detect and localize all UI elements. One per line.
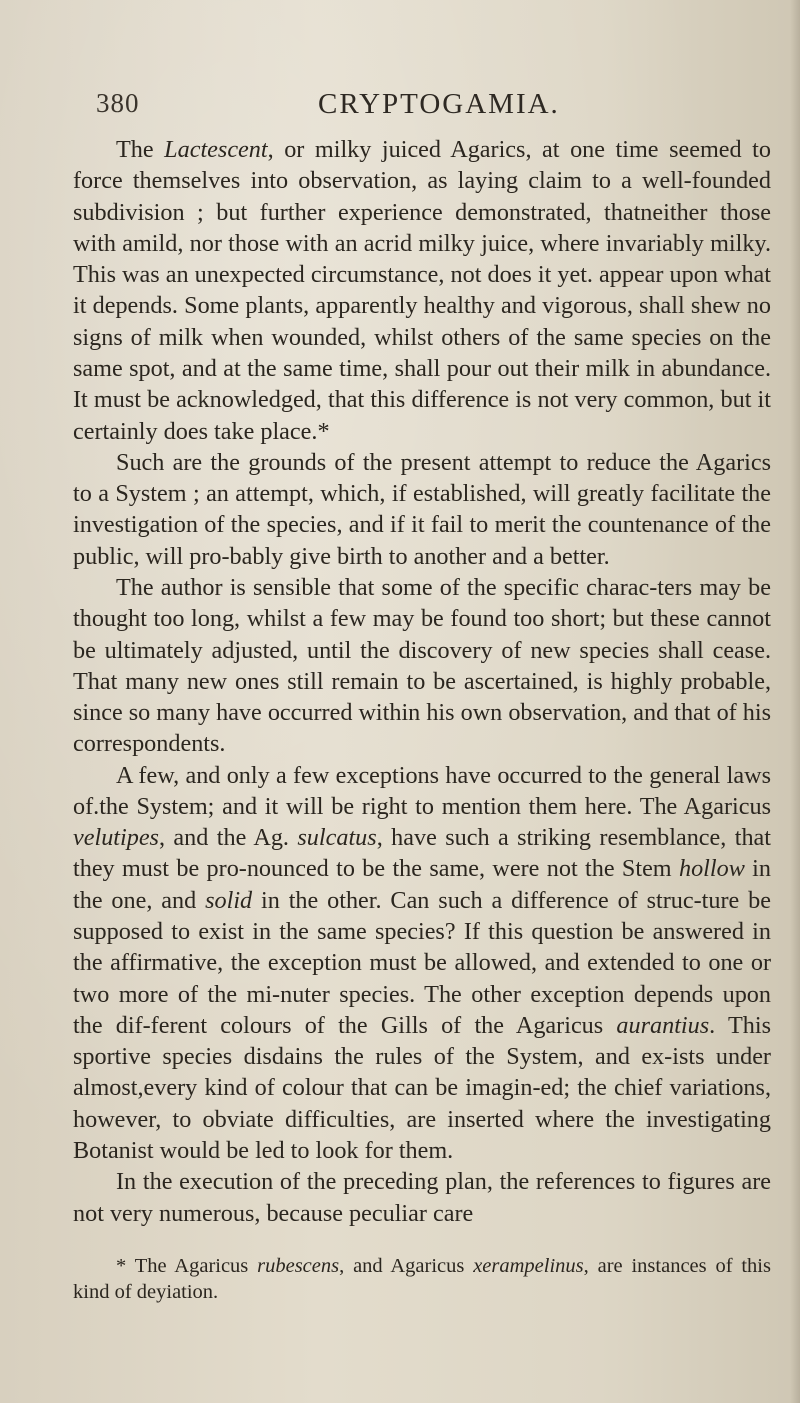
paragraph [73, 447, 771, 572]
paragraph [73, 572, 771, 760]
page-edge-shadow [790, 0, 800, 1403]
italic-term: xerampelinus [473, 1255, 584, 1277]
text-run: , have such a striking resemblance, that they must be pro-nounced to be the same, were not the Stem [73, 824, 771, 883]
italic-term: hollow [678, 855, 745, 883]
text-run: , are instances of this kind of deyiation. [73, 1255, 771, 1303]
paragraph [73, 760, 771, 1167]
italic-term: aurantius [616, 1011, 710, 1039]
text-run: The author is sensible that some of the specific charac-ters may be thought too long, whilst a few may be found too short; but these cannot be ultimately adjusted, until the discovery of new species shall cease. That many new ones still remain to be ascertained, is highly probable, since so many have occurred within his own observation, and that of his correspondents. [73, 573, 771, 758]
text-run: in the one, and [73, 855, 771, 914]
text-run: The [116, 136, 165, 163]
italic-term: velutipes [73, 824, 159, 852]
italic-term: rubescens [257, 1255, 340, 1277]
italic-term: solid [205, 886, 253, 914]
body-text [73, 134, 771, 1229]
text-run: In the execution of the preceding plan, the references to figures are not very numerous, because peculiar care [73, 1168, 771, 1227]
italic-term: Lactescent [164, 136, 268, 163]
text-run: . This sportive species disdains the rules of the System, and ex-ists under almost,every kind of colour that can be imagin-ed; the chief variations, however, to obviate difficulties, are inserted where the investigating Botanist would be led to look for them. [73, 1011, 771, 1164]
text-run: , or milky juiced Agarics, at one time seemed to force themselves into observation, as laying claim to a well-founded subdivision ; but further experience demonstrated, thatneither those with amild, nor those with an acrid milky juice, where invariably milky. This was an unexpected circumstance, not does it yet. appear upon what it depends. Some plants, apparently healthy and vigorous, shall shew no signs of milk when wounded, whilst others of the same species on the same spot, and at the same time, shall pour out their milk in abundance. It must be acknowledged, that this difference is not very common, but it certainly does take place.* [73, 136, 771, 445]
footnote-text [73, 1253, 771, 1305]
text-run: A few, and only a few exceptions have occurred to the general laws of.the System; and it will be right to mention them here. The Agaricus [73, 761, 771, 820]
text-run: , and Agaricus [339, 1255, 474, 1277]
running-title: CRYPTOGAMIA. [318, 88, 560, 120]
paragraph [73, 134, 771, 447]
paragraph [73, 1166, 771, 1229]
text-run: * The Agaricus [116, 1255, 258, 1277]
page-number: 380 [96, 88, 140, 118]
text-run: , and the Ag. [158, 824, 298, 852]
italic-term: sulcatus [297, 824, 377, 852]
footnote [73, 1253, 771, 1305]
running-header [96, 88, 736, 128]
text-run: Such are the grounds of the present attempt to reduce the Agarics to a System ; an attempt, which, if established, will greatly facilitate the investigation of the species, and if it fail to merit the countenance of the public, will pro-bably give birth to another and a better. [73, 448, 771, 570]
text-run: in the other. Can such a difference of struc-ture be supposed to exist in the same species? If this question be answered in the affirmative, the exception must be allowed, and extended to one or two more of the mi-nuter species. The other exception depends upon the dif-ferent colours of the Gills of the Agaricus [73, 886, 771, 1039]
